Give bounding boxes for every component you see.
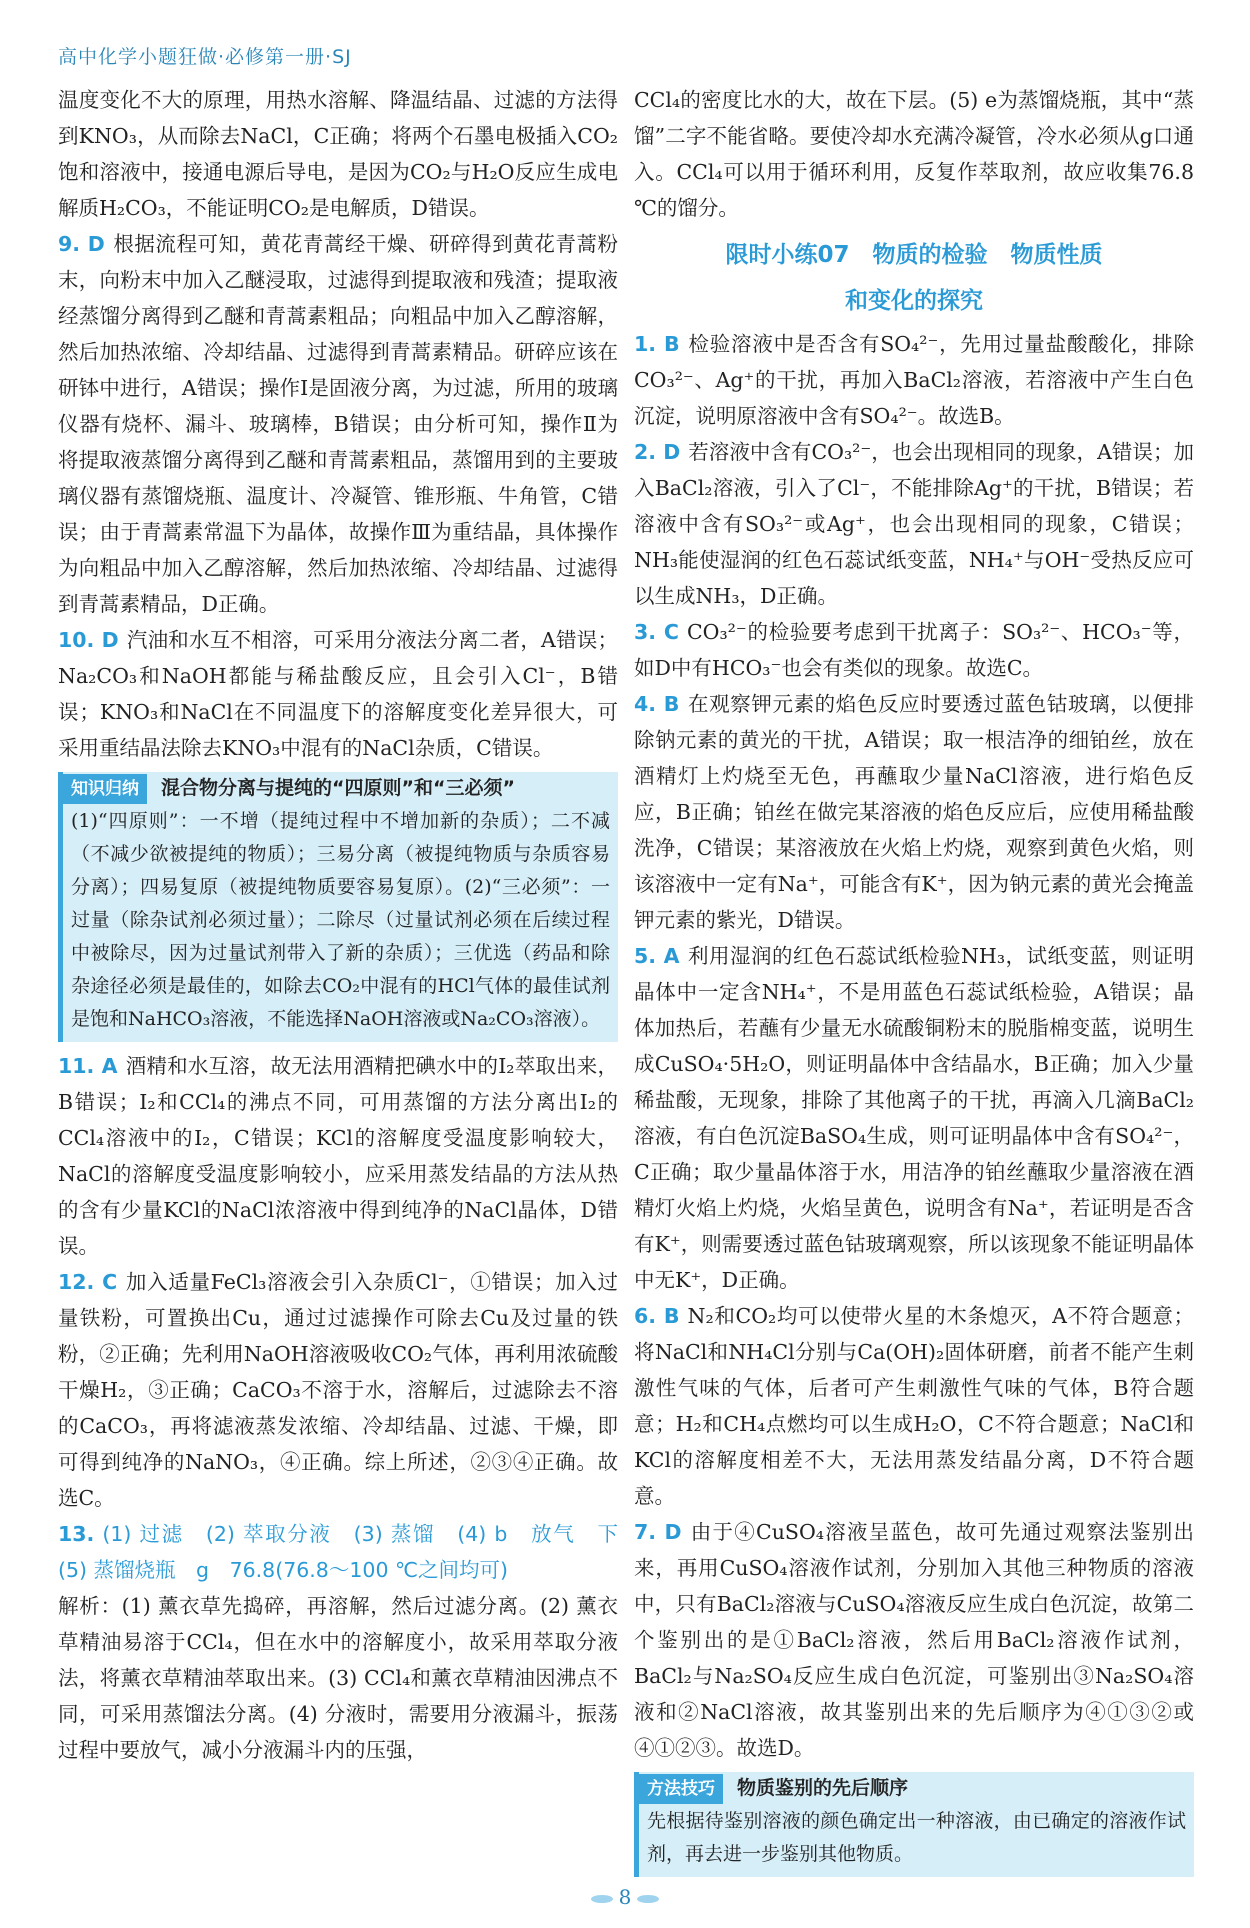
- question-number: 2. D: [634, 440, 681, 464]
- answer-12: [58, 1264, 618, 1516]
- answer-text: 利用湿润的红色石蕊试纸检验NH₃，试纸变蓝，则证明晶体中一定含NH₄⁺，不是用蓝色石蕊试纸检验，A错误；晶体加热后，若蘸有少量无水硫酸铜粉末的脱脂棉变蓝，说明生成CuSO₄·5H₂O，则证明晶体中含结晶水，B正确；加入少量稀盐酸，无现象，排除了其他离子的干扰，再滴入几滴BaCl₂溶液，有白色沉淀BaSO₄生成，则可证明晶体中含有SO₄²⁻，C正确；取少量晶体溶于水，用洁净的铂丝蘸取少量溶液在酒精灯火焰上灼烧，火焰呈黄色，说明含有Na⁺，若证明是否含有K⁺，则需要透过蓝色钴玻璃观察，所以该现象不能证明晶体中无K⁺，D正确。: [634, 944, 1194, 1292]
- answer-3: [634, 614, 1194, 686]
- question-number: 1. B: [634, 332, 680, 356]
- answer-6: [634, 1298, 1194, 1514]
- answer-text: 检验溶液中是否含有SO₄²⁻，先用过量盐酸酸化，排除CO₃²⁻、Ag⁺的干扰，再加入BaCl₂溶液，若溶液中产生白色沉淀，说明原溶液中含有SO₄²⁻。故选B。: [634, 332, 1194, 428]
- box-title: 混合物分离与提纯的“四原则”和“三必须”: [161, 777, 515, 799]
- answer-text: 若溶液中含有CO₃²⁻，也会出现相同的现象，A错误；加入BaCl₂溶液，引入了Cl⁻，不能排除Ag⁺的干扰，B错误；若溶液中含有SO₃²⁻或Ag⁺，也会出现相同的现象，C错误；NH₃能使湿润的红色石蕊试纸变蓝，NH₄⁺与OH⁻受热反应可以生成NH₃，D正确。: [634, 440, 1194, 608]
- intro-paragraph: 温度变化不大的原理，用热水溶解、降温结晶、过滤的方法得到KNO₃，从而除去NaCl，C正确；将两个石墨电极插入CO₂饱和溶液中，接通电源后导电，是因为CO₂与H₂O反应生成电解质H₂CO₃，不能证明CO₂是电解质，D错误。: [58, 88, 618, 220]
- intro-paragraph: CCl₄的密度比水的大，故在下层。(5) e为蒸馏烧瓶，其中“蒸馏”二字不能省略。要使冷却水充满冷凝管，冷水必须从g口通入。CCl₄可以用于循环利用，反复作萃取剂，故应收集76.8 ℃的馏分。: [634, 88, 1194, 220]
- box-header: [63, 772, 610, 805]
- leaf-ornament-icon: [591, 1895, 613, 1903]
- answer-4: [634, 686, 1194, 938]
- answer-1: [634, 326, 1194, 434]
- right-column: [634, 82, 1194, 1883]
- answer-11: [58, 1048, 618, 1264]
- answer-text: 在观察钾元素的焰色反应时要透过蓝色钴玻璃，以便排除钠元素的黄光的干扰，A错误；取一根洁净的细铂丝，放在酒精灯上灼烧至无色，再蘸取少量NaCl溶液，进行焰色反应，B正确；铂丝在做完某溶液的焰色反应后，应使用稀盐酸洗净，C错误；某溶液放在火焰上灼烧，观察到黄色火焰，则该溶液中一定有Na⁺，可能含有K⁺，因为钠元素的黄光会掩盖钾元素的紫光，D错误。: [634, 692, 1194, 932]
- answer-7: [634, 1514, 1194, 1766]
- method-box: [634, 1772, 1194, 1877]
- box-tag: 方法技巧: [639, 1774, 723, 1804]
- left-column: [58, 82, 639, 1768]
- running-header: 高中化学小题狂做·必修第一册·SJ: [58, 46, 352, 68]
- question-number: 11. A: [58, 1054, 118, 1078]
- answer-13: [58, 1516, 639, 1588]
- answer-text: N₂和CO₂均可以使带火星的木条熄灭，A不符合题意；将NaCl和NH₄Cl分别与Ca(OH)₂固体研磨，前者不能产生刺激性气味的气体，后者可产生刺激性气味的气体，B符合题意；H₂和CH₄点燃均可以生成H₂O，C不符合题意；NaCl和KCl的溶解度相差不大，无法用蒸发结晶分离，D不符合题意。: [634, 1304, 1194, 1508]
- answer-13-explanation: 解析：(1) 薰衣草先捣碎，再溶解，然后过滤分离。(2) 薰衣草精油易溶于CCl₄，但在水中的溶解度小，故采用萃取分液法，将薰衣草精油萃取出来。(3) CCl₄和薰衣草精油因沸点不同，可采用蒸馏法分离。(4) 分液时，需要用分液漏斗，振荡过程中要放气，减小分液漏斗内的压强，: [58, 1594, 618, 1762]
- box-text: 先根据待鉴别溶液的颜色确定出一种溶液，由已确定的溶液作试剂，再去进一步鉴别其他物质。: [647, 1810, 1186, 1865]
- question-number: 5. A: [634, 944, 680, 968]
- answer-text: CO₃²⁻的检验要考虑到干扰离子：SO₃²⁻、HCO₃⁻等，如D中有HCO₃⁻也会有类似的现象。故选C。: [634, 620, 1195, 680]
- answer-5: [634, 938, 1194, 1298]
- question-number: 12. C: [58, 1270, 118, 1294]
- question-number: 10. D: [58, 628, 119, 652]
- box-title: 物质鉴别的先后顺序: [737, 1777, 909, 1799]
- question-number: 13.: [58, 1522, 95, 1546]
- leaf-ornament-icon: [637, 1895, 659, 1903]
- section-title-line1: 限时小练07 物质的检验 物质性质: [725, 242, 1103, 268]
- box-header: [639, 1772, 1186, 1805]
- question-number: 6. B: [634, 1304, 680, 1328]
- answer-text: 酒精和水互溶，故无法用酒精把碘水中的I₂萃取出来，B错误；I₂和CCl₄的沸点不同，可用蒸馏的方法分离出I₂的CCl₄溶液中的I₂，C错误；KCl的溶解度受温度影响较大，NaCl的溶解度受温度影响较小，应采用蒸发结晶的方法从热的含有少量KCl的NaCl浓溶液中得到纯净的NaCl晶体，D错误。: [58, 1054, 618, 1258]
- answer-text: 汽油和水互不相溶，可采用分液法分离二者，A错误；Na₂CO₃和NaOH都能与稀盐酸反应，且会引入Cl⁻，B错误；KNO₃和NaCl在不同温度下的溶解度变化差异很大，可采用重结晶法除去KNO₃中混有的NaCl杂质，C错误。: [58, 628, 618, 760]
- answer-10: [58, 622, 618, 766]
- question-number: 4. B: [634, 692, 680, 716]
- section-title: [634, 232, 1194, 324]
- section-title-line2: 和变化的探究: [845, 288, 983, 314]
- answer-key: (1) 过滤 (2) 萃取分液 (3) 蒸馏 (4) b 放气 下 (5) 蒸馏烧瓶 g 76.8(76.8～100 ℃之间均可): [58, 1522, 639, 1582]
- answer-9: [58, 226, 618, 622]
- answer-text: 由于④CuSO₄溶液呈蓝色，故可先通过观察法鉴别出来，再用CuSO₄溶液作试剂，分别加入其他三种物质的溶液中，只有BaCl₂溶液与CuSO₄溶液反应生成白色沉淀，故第二个鉴别出的是①BaCl₂溶液，然后用BaCl₂溶液作试剂，BaCl₂与Na₂SO₄反应生成白色沉淀，可鉴别出③Na₂SO₄溶液和②NaCl溶液，故其鉴别出来的先后顺序为④①③②或④①②③。故选D。: [634, 1520, 1194, 1760]
- question-number: 9. D: [58, 232, 105, 256]
- page-number: [0, 1885, 1250, 1909]
- answer-2: [634, 434, 1194, 614]
- question-number: 7. D: [634, 1520, 682, 1544]
- question-number: 3. C: [634, 620, 679, 644]
- box-text: (1)“四原则”：一不增（提纯过程中不增加新的杂质）；二不减（不减少欲被提纯的物质）；三易分离（被提纯物质与杂质容易分离）；四易复原（被提纯物质要容易复原）。(2)“三必须”：一过量（除杂试剂必须过量）；二除尽（过量试剂必须在后续过程中被除尽，因为过量试剂带入了新的杂质）；三优选（药品和除杂途径必须是最佳的，如除去CO₂中混有的HCl气体的最佳试剂是饱和NaHCO₃溶液，不能选择NaOH溶液或Na₂CO₃溶液）。: [71, 810, 610, 1030]
- answer-text: 根据流程可知，黄花青蒿经干燥、研碎得到黄花青蒿粉末，向粉末中加入乙醚浸取，过滤得到提取液和残渣；提取液经蒸馏分离得到乙醚和青蒿素粗品；向粗品中加入乙醇溶解，然后加热浓缩、冷却结晶、过滤得到青蒿素精品。研碎应该在研钵中进行，A错误；操作Ⅰ是固液分离，为过滤，所用的玻璃仪器有烧杯、漏斗、玻璃棒，B错误；由分析可知，操作Ⅱ为将提取液蒸馏分离得到乙醚和青蒿素粗品，蒸馏用到的主要玻璃仪器有蒸馏烧瓶、温度计、冷凝管、锥形瓶、牛角管，C错误；由于青蒿素常温下为晶体，故操作Ⅲ为重结晶，具体操作为向粗品中加入乙醇溶解，然后加热浓缩、冷却结晶、过滤得到青蒿素精品，D正确。: [58, 232, 618, 616]
- knowledge-box: [58, 772, 618, 1042]
- page-number-text: 8: [618, 1885, 632, 1909]
- answer-text: 加入适量FeCl₃溶液会引入杂质Cl⁻，①错误；加入过量铁粉，可置换出Cu，通过过滤操作可除去Cu及过量的铁粉，②正确；先利用NaOH溶液吸收CO₂气体，再利用浓硫酸干燥H₂，③正确；CaCO₃不溶于水，溶解后，过滤除去不溶的CaCO₃，再将滤液蒸发浓缩、冷却结晶、过滤、干燥，即可得到纯净的NaNO₃，④正确。综上所述，②③④正确。故选C。: [58, 1270, 619, 1510]
- box-tag: 知识归纳: [63, 774, 147, 804]
